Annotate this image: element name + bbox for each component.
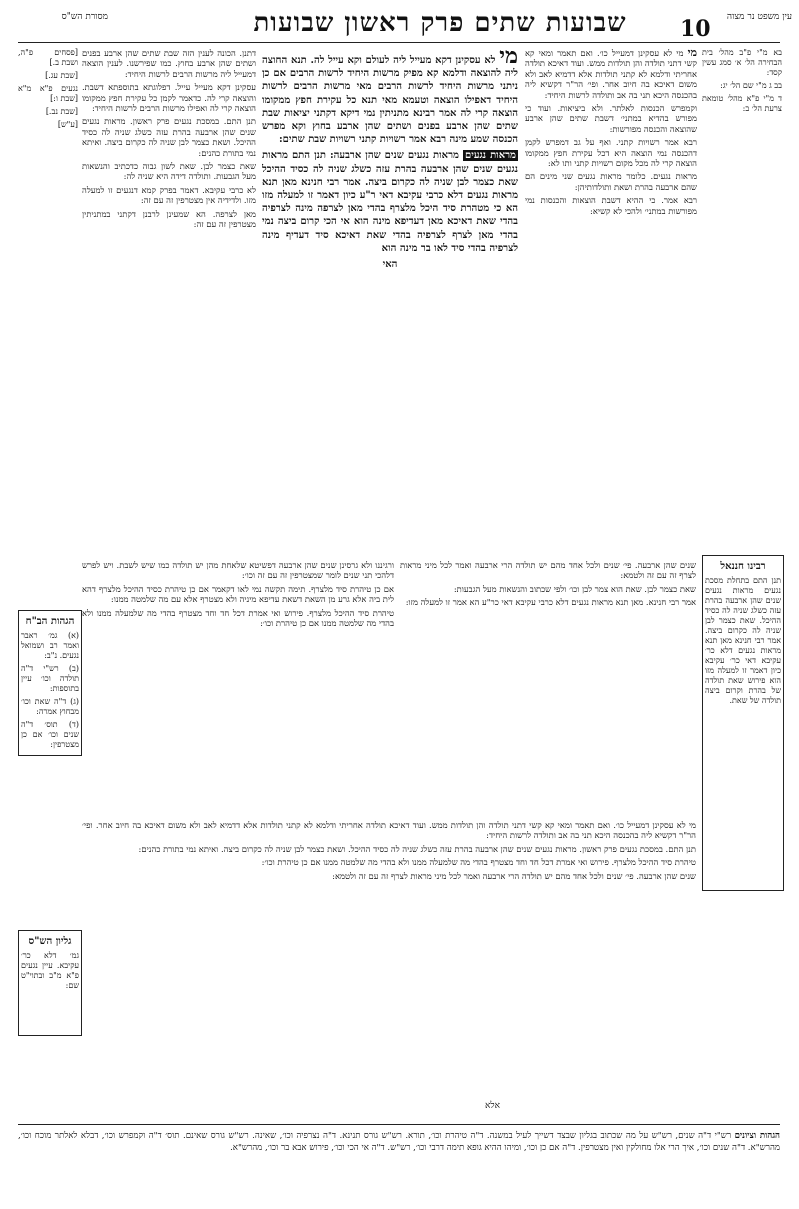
hagahot-box xyxy=(18,610,82,756)
gemara-catchline: האי xyxy=(382,259,398,271)
gemara-paragraph: מראות נגעים מראות נגעים שנים שהן ארבעה: תנן התם מראות נגעים שנים שהן ארבעה בהרת עזה כשלג שניה לה כסיד ההיכל שאת כצמר לבן שניה לה כקרום ביצה. אמר רבי חנינא מאן תנא מראות נגעים דלא כרבי עקיבא דאי ר"ע כיון דאמר זו למעלה מזו הא כי מטהרת סיד היכל מלצרף בהדי מאן לצרפה מינה לצרפיה בהדי שאת דאיכא מאן דעדיפא מינה הוא אי הכי קרום ביצה נמי בהדי מאן לצרף לצרפיה בהדי שאת דאיכא סיד דעדיף מינה לצרפיה בהדי סיד לאו בר מינה הוא xyxy=(262,150,518,254)
footer-label: הגהות וציונים xyxy=(734,1131,780,1141)
masoret-entry: [שבת עג.] xyxy=(45,71,78,80)
commentary-paragraph: תנן התם. במסכת נגעים פרק ראשון. מראות נגעים שנים שהן ארבעה בהרת עזה כשלג שניה לה כסיד ההיכל. ושאת כצמר לבן שניה לה כקרום ביצה. ואיתא נמי בתורת כהנים: xyxy=(138,843,696,854)
highlighted-phrase: מראות נגעים xyxy=(464,150,516,162)
catchword: אלא xyxy=(484,1101,500,1111)
tosafot-paragraph: עסקינן דקא מעייל עייל. דפלוגתא בתוספתא דשבת. והוצאה קרי לה. כדאמר לקמן כל עקירת חפץ ממקומו הוצאה קרי לה ואפילו מרשות הרבים לרשות היחיד: xyxy=(82,82,256,114)
masoret-heading: מסורת הש"ס xyxy=(61,12,108,22)
hagahot-entry: (ד) תוס׳ ד"ה שנים וכו׳ אם כן מצטרפין: xyxy=(21,720,79,749)
rabbeinu-chananel-title: רבינו חננאל xyxy=(720,561,766,572)
bottom-commentary xyxy=(82,820,696,1110)
masoret-column xyxy=(18,48,78,548)
gilyon-text: גמ׳ דלא כר׳ עקיבא. עיין נגעים פ"א מ"ב ובתוי"ט שם: xyxy=(21,951,79,990)
rashi-paragraph: רבא אמר. כי ההיא דשבת הוצאות והכנסות נמי מפורשות במתני׳ ולהכי לא קשיא: xyxy=(525,195,697,216)
rashi-column xyxy=(525,48,697,548)
masoret-entry: [ע"ש] xyxy=(57,120,78,129)
lower-left-commentary xyxy=(82,560,394,815)
ein-mishpat-column xyxy=(702,48,782,548)
footer-notes xyxy=(18,1130,780,1154)
gemara-column xyxy=(262,50,518,550)
commentary-paragraph: טיהרת סיד ההיכל מלצרף. פירוש ואי אמרת דכל חד וחד מצטרף בהדי מה שלמעלה ממנו ולא בהדי מה שלמטה ממנו אם כן טיהרת וכו׳: xyxy=(261,857,696,868)
ein-mishpat-heading: עין משפט נר מצוה xyxy=(726,12,792,22)
hagahot-entry: (ב) רש"י ד"ה תולדה וכו׳ עיין בתוספות: xyxy=(21,664,79,693)
tosafot-paragraph: לא כרבי עקיבא. דאמר בפרק קמא דנגעים זו למעלה מזו. ולדידיה אין מצטרפין זה עם זה: xyxy=(82,184,256,206)
gemara-opening-word: מי xyxy=(499,50,518,69)
commentary-paragraph: שנים שהן ארבעה. פי׳ שנים ולכל אחד מהם יש תולדה הרי ארבעה ואמר לכל מיני מראות לצרף זה עם זה ולטמא: xyxy=(332,870,696,881)
hagahot-entry: (ג) ד"ה שאת וכו׳ מבחוץ אמרה: xyxy=(21,697,79,716)
rashi-paragraph: וקמפרש הכנסות לאלתר. ולא ביציאות. ועוד כי מפורש בהדיא במתני׳ דשבת שתים שהן ארבע שהוצאה והכנסה מפורשות: xyxy=(525,103,697,134)
header-divider xyxy=(18,42,780,43)
rashi-paragraph: רבא אמר רשויות קתני. ואף על גב דמפרש לקמן דהכנסה נמי הוצאה היא דכל עקירת חפץ ממקומו הוצאה קרי לה מכל מקום רשויות קתני ותו לא: xyxy=(525,137,697,169)
page-number: 10 xyxy=(680,16,711,42)
tosafot-paragraph: מאן לצרפה. הא שמעינן לרבנן דקתני במתניתין מצטרפין זה עם זה: xyxy=(82,208,256,230)
hagahot-entry: (א) גמ׳ ראבר ואמר רב ושמואל נגעים. נ"ב: xyxy=(21,631,79,660)
gilyon-box xyxy=(18,930,82,1036)
masoret-entry: [שבת נב.] xyxy=(45,107,78,116)
page-title: שבועות שתים פרק ראשון שבועות xyxy=(253,8,627,38)
masoret-entry: נגעים פ"א מ"א [שבת ו:] xyxy=(18,84,78,103)
tosafot-column xyxy=(82,48,256,548)
gilyon-title: גליון הש"ס xyxy=(28,936,72,947)
masoret-entry: [פסחים פ"ה, ושבת ב.] xyxy=(18,48,78,67)
footer-divider xyxy=(18,1124,780,1125)
ein-mishpat-entry: בא מ"י פ"ב מהל׳ בית הבחירה הל׳ א׳ סמג עשין קסד: xyxy=(702,48,782,77)
footer-text: רש"י ד"ה שנים, רש"ש על מה שכתוב בגליון שבצד דשייך לעיל במשנה. ד"ה טיהרת וכו׳, תורא. רש"ש גורס תנינא. ד"ה נצרפיה וכו׳, שאינה. רש"ש גורס שאינם. תוס׳ ד"ה וקמפרש וכו׳, דבלא לאלתר מוכח וכו׳, מהרש"א. ד"ה שנים וכו׳, איך הרי אלו מחולקין ואין מצטרפין. ד"ה אם כן וכו׳, ומיהו ההיא גופא תימה דרבי וכו׳, רש"ש. ד"ה אי הכי וכו׳, פירוש אבא בר וכו׳, מהרש"א. xyxy=(18,1131,780,1153)
commentary-paragraph: שנים שהן ארבעה. פי׳ שנים ולכל אחד מהם יש תולדה הרי ארבעה ואמר לכל מיני מראות לצרף זה עם זה ולטמא: xyxy=(400,560,696,581)
rabbeinu-chananel-box xyxy=(702,555,784,891)
lower-right-commentary xyxy=(400,560,696,815)
rashi-paragraph: מראות נגעים. כלומר מראות נגעים שני מינים הם שהם ארבעה בהרת ושאת ותולדותיהן: xyxy=(525,171,697,192)
rabbeinu-chananel-text: תנן התם בתחלת מסכת נגעים מראות נגעים שנים שהן ארבעה בהרת עזה כשלג שניה לה כסיד ההיכל. שאת כצמר לבן שניה לה כקרום ביצה. אמר רבי חנינא מאן תנא מראות נגעים דלא כר׳ עקיבא דאי כר׳ עקיבא כיון דאמר זו למעלה מזו הוא פירוש שאת תולדה של בהרת וקרום ביצה תולדה של שאת. xyxy=(705,576,781,705)
tosafot-paragraph: תנן התם. במסכת נגעים פרק ראשון. מראות נגעים שנים שהן ארבעה בהרת עזה כשלג שניה לה כסיד ההיכל. ושאת כצמר לבן שניה לה כקרום ביצה. ואיתא נמי בתורת כהנים: xyxy=(82,116,256,158)
rashi-paragraph: מי מי לא עסקינן דמעייל כו׳. ואם תאמר ומאי קא קשי דתני תולדה והן תולדות ממש. ועוד דאיכא תולדה אחריתי ודלמא לא קתני תולדות אלא דדמיא לאב ולא משום דאיכא בה חיוב אחר. ופי׳ הר"ר דקשיא ליה בהכנסה היכא תני בה אב ותולדה לרשות היחיד: xyxy=(525,48,697,100)
ein-mishpat-entry: ד מ"י פ"א מהל׳ טומאת צרעת הל׳ ב: xyxy=(702,94,782,113)
commentary-paragraph: טיהרת סיד ההיכל מלצרף. פירוש ואי אמרת דכל חד וחד מצטרף בהדי מה שלמעלה ממנו ולא בהדי מה שלמטה ממנו אם כן טיהרת וכו׳: xyxy=(82,607,394,629)
tosafot-paragraph: דתנן. הכונה לענין הזה שבת שתים שהן ארבע בפנים ושתים שהן ארבע בחוץ. כמו שפירשנו. לענין הוצאה דמעייל ליה מרשות הרבים לרשות היחיד: xyxy=(82,48,256,79)
gemara-paragraph: מי לא עסקינן דקא מעייל ליה לעולם וקא עייל לה. תנא החוצה ליה להוצאה ודלמא קא מפיק מרשות היחיד לרשות הרבים אם כן ניתני מרשות היחיד לרשות הרבים מאי מרשות הרבים לרשות היחיד דאפילו הוצאה וטעמא מאי תנא כל עקירת חפץ ממקומו הוצאה קרי לה אמר רבינא מתניתין נמי דיקא דקתני יציאות שבת שתים שהן ארבע בפנים ושתים שהן ארבע בחוץ וקא מפרש הכנסה שמע מינה רבא אמר רשויות קתני רשויות שבת שתים: xyxy=(262,50,518,146)
rashi-opening-word: מי xyxy=(687,48,697,59)
commentary-paragraph: אמר רבי חנינא. מאן תנא מראות נגעים דלא כרבי עקיבא דאי כר"ע הא אמר זו למעלה מזו: xyxy=(405,597,696,608)
ein-mishpat-entry: בב ג מ"י שם הל׳ יג: xyxy=(720,81,782,90)
commentary-paragraph: אם כן טיהרת סיד מלצרף. תימה תקשה נמי לאו דקאמר אם כן טיהרת כסיד ההיכל מלצרף דהא לית ביה אלא גרע מן השאת דשאת עדיפא מיניה ולא מצטרף אלא עם מה שלמטה ממנו: xyxy=(82,583,394,605)
commentary-paragraph: ורגיננו ולא גרסינן שנים שהן ארבעה דפשיטא שלאחת מהן יש תולדה כמו שיש לשבת. ויש לפרש דלהכי תני שנים לומר שמצטרפין זה עם זה וכו׳: xyxy=(82,560,394,581)
commentary-paragraph: מי לא עסקינן דמעייל כו׳. ואם תאמר ומאי קא קשי דתני תולדה והן תולדות ממש. ועוד דאיכא תולדה אחריתי ודלמא לא קתני תולדות אלא דדמיא לאב ולא משום דאיכא בה חיוב אחר. ופי׳ הר"ר דקשיא ליה בהכנסה היכא תני בה אב ותולדה לרשות היחיד: xyxy=(82,820,696,841)
tosafot-paragraph: שאת כצמר לבן. שאת לשון גבוה כדכתיב והנשאות מעל הגבעות. ותולדה דידה היא שניה לה: xyxy=(82,161,256,182)
hagahot-title: הגהות הב"ח xyxy=(25,616,75,627)
commentary-paragraph: שאת כצמר לבן. שאת הוא צמר לבן וכו׳ ולפי שכתוב והנשאות מעל הגבעות: xyxy=(453,583,696,594)
